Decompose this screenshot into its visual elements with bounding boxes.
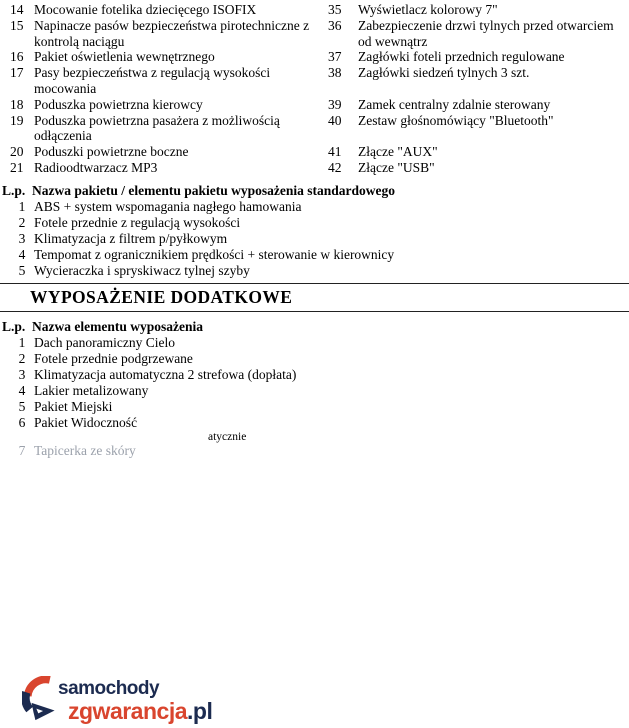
watermark-logo bbox=[6, 676, 213, 728]
equipment-item-head bbox=[0, 415, 629, 431]
equipment-item-number: 2 bbox=[18, 350, 26, 366]
package-item-head bbox=[0, 263, 629, 279]
equipment-row bbox=[0, 113, 629, 145]
right-item-text: Złącze "AUX" bbox=[358, 144, 438, 160]
brand-name-suffix: .pl bbox=[187, 698, 213, 724]
equipment-item-name: Dach panoramiczny Cielo bbox=[34, 334, 175, 350]
equipment-item-number: 3 bbox=[18, 366, 26, 382]
equipment-item-name: Pakiet Widoczność bbox=[34, 414, 138, 430]
right-item-text: Złącze "USB" bbox=[358, 159, 435, 175]
additional-equipment-list bbox=[0, 335, 629, 444]
left-item-number: 17 bbox=[10, 65, 24, 81]
left-item-number: 20 bbox=[10, 144, 24, 160]
faded-item-text: Tapicerka ze skóry bbox=[34, 443, 136, 459]
package-item bbox=[0, 231, 629, 247]
equipment-row bbox=[0, 97, 629, 113]
package-item-head bbox=[0, 199, 629, 215]
equipment-item-number: 5 bbox=[18, 398, 26, 414]
right-item-number: 36 bbox=[328, 17, 342, 33]
equipment-row bbox=[0, 2, 629, 18]
package-item-number: 1 bbox=[18, 198, 26, 214]
brand-name-main: zgwarancja bbox=[68, 698, 187, 724]
equipment-item-head bbox=[0, 383, 629, 399]
right-item-text: Zagłówki foteli przednich regulowane bbox=[358, 49, 565, 65]
left-item-text: Pasy bezpieczeństwa z regulacją wysokości mocowania bbox=[34, 65, 271, 96]
left-item-text: Pakiet oświetlenia wewnętrznego bbox=[34, 49, 215, 65]
package-item bbox=[0, 263, 629, 279]
right-item-number: 42 bbox=[328, 159, 342, 175]
left-item-number: 15 bbox=[10, 17, 24, 33]
column-header-lp: L.p. bbox=[2, 182, 26, 198]
package-item-name: Wycieraczka i spryskiwacz tylnej szyby bbox=[34, 262, 250, 278]
left-item-text: Napinacze pasów bezpieczeństwa pirotechniczne z kontrolą naciągu bbox=[34, 17, 310, 49]
package-item bbox=[0, 247, 629, 263]
equipment-row bbox=[0, 65, 629, 97]
left-item-number: 16 bbox=[10, 49, 24, 65]
standard-package-list bbox=[0, 199, 629, 279]
package-item-number: 2 bbox=[18, 214, 26, 230]
equipment-item bbox=[0, 351, 629, 367]
package-item bbox=[0, 215, 629, 231]
equipment-item-head bbox=[0, 351, 629, 367]
equipment-item bbox=[0, 415, 629, 444]
package-item-name: Tempomat z ogranicznikiem prędkości + sterowanie w kierownicy bbox=[34, 246, 395, 262]
equipment-item-head bbox=[0, 335, 629, 351]
left-item-text: Poduszka powietrzna kierowcy bbox=[34, 96, 203, 112]
brand-name-top: samochody bbox=[58, 678, 160, 699]
equipment-item-name: Klimatyzacja automatyczna 2 strefowa (dopłata) bbox=[34, 366, 297, 382]
equipment-item-number: 1 bbox=[18, 334, 26, 350]
left-item-text: Mocowanie fotelika dziecięcego ISOFIX bbox=[34, 2, 257, 17]
left-item-number: 21 bbox=[10, 159, 24, 175]
brand-name-bottom bbox=[68, 698, 212, 725]
right-item-number: 35 bbox=[328, 2, 342, 17]
right-item-text: Wyświetlacz kolorowy 7" bbox=[358, 2, 498, 17]
left-item-number: 14 bbox=[10, 2, 24, 17]
equipment-item-name: Pakiet Miejski bbox=[34, 398, 113, 414]
faded-item-number: 7 bbox=[18, 443, 26, 459]
standard-section-header bbox=[0, 182, 629, 199]
column-header-title: Nazwa pakietu / elementu pakietu wyposażenia standardowego bbox=[32, 182, 396, 198]
package-item-head bbox=[0, 247, 629, 263]
package-item-head bbox=[0, 231, 629, 247]
right-item-text: Zamek centralny zdalnie sterowany bbox=[358, 96, 551, 112]
left-item-number: 18 bbox=[10, 96, 24, 112]
left-item-text: Poduszka powietrzna pasażera z możliwością odłączenia bbox=[34, 112, 280, 144]
package-item-number: 3 bbox=[18, 230, 26, 246]
left-item-text: Radioodtwarzacz MP3 bbox=[34, 159, 158, 175]
column-header-lp: L.p. bbox=[2, 318, 26, 334]
right-item-number: 37 bbox=[328, 49, 342, 65]
equipment-item bbox=[0, 335, 629, 351]
equipment-row bbox=[0, 18, 629, 50]
equipment-item-head bbox=[0, 399, 629, 415]
equipment-item-number: 4 bbox=[18, 382, 26, 398]
standard-equipment-columns bbox=[0, 0, 629, 176]
obscured-subitem-fragment: atycznie bbox=[208, 430, 247, 443]
faded-equipment-item bbox=[0, 443, 629, 459]
package-item-number: 5 bbox=[18, 262, 26, 278]
left-item-text: Poduszki powietrzne boczne bbox=[34, 144, 189, 160]
equipment-row bbox=[0, 144, 629, 160]
package-item-number: 4 bbox=[18, 246, 26, 262]
additional-section-header bbox=[0, 318, 629, 335]
equipment-item-name: Fotele przednie podgrzewane bbox=[34, 350, 193, 366]
package-item-name: Fotele przednie z regulacją wysokości bbox=[34, 214, 241, 230]
left-item-number: 19 bbox=[10, 112, 24, 128]
equipment-item bbox=[0, 399, 629, 415]
right-item-text: Zagłówki siedzeń tylnych 3 szt. bbox=[358, 65, 530, 81]
column-header-title: Nazwa elementu wyposażenia bbox=[32, 318, 203, 334]
right-item-number: 39 bbox=[328, 96, 342, 112]
equipment-item bbox=[0, 383, 629, 399]
right-item-number: 40 bbox=[328, 112, 342, 128]
package-item-name: Klimatyzacja z filtrem p/pyłkowym bbox=[34, 230, 228, 246]
equipment-item-head bbox=[0, 367, 629, 383]
package-item-head bbox=[0, 215, 629, 231]
package-item bbox=[0, 199, 629, 215]
right-item-text: Zestaw głośnomówiący "Bluetooth" bbox=[358, 112, 554, 128]
additional-equipment-heading: WYPOSAŻENIE DODATKOWE bbox=[0, 283, 629, 312]
right-item-number: 38 bbox=[328, 65, 342, 81]
right-item-number: 41 bbox=[328, 144, 342, 160]
equipment-item-number: 6 bbox=[18, 414, 26, 430]
right-item-text: Zabezpieczenie drzwi tylnych przed otwarciem od wewnątrz bbox=[358, 17, 614, 49]
equipment-item-name: Lakier metalizowany bbox=[34, 382, 149, 398]
equipment-row bbox=[0, 49, 629, 65]
package-item-name: ABS + system wspomagania nagłego hamowania bbox=[34, 198, 302, 214]
equipment-row bbox=[0, 160, 629, 176]
equipment-item bbox=[0, 367, 629, 383]
